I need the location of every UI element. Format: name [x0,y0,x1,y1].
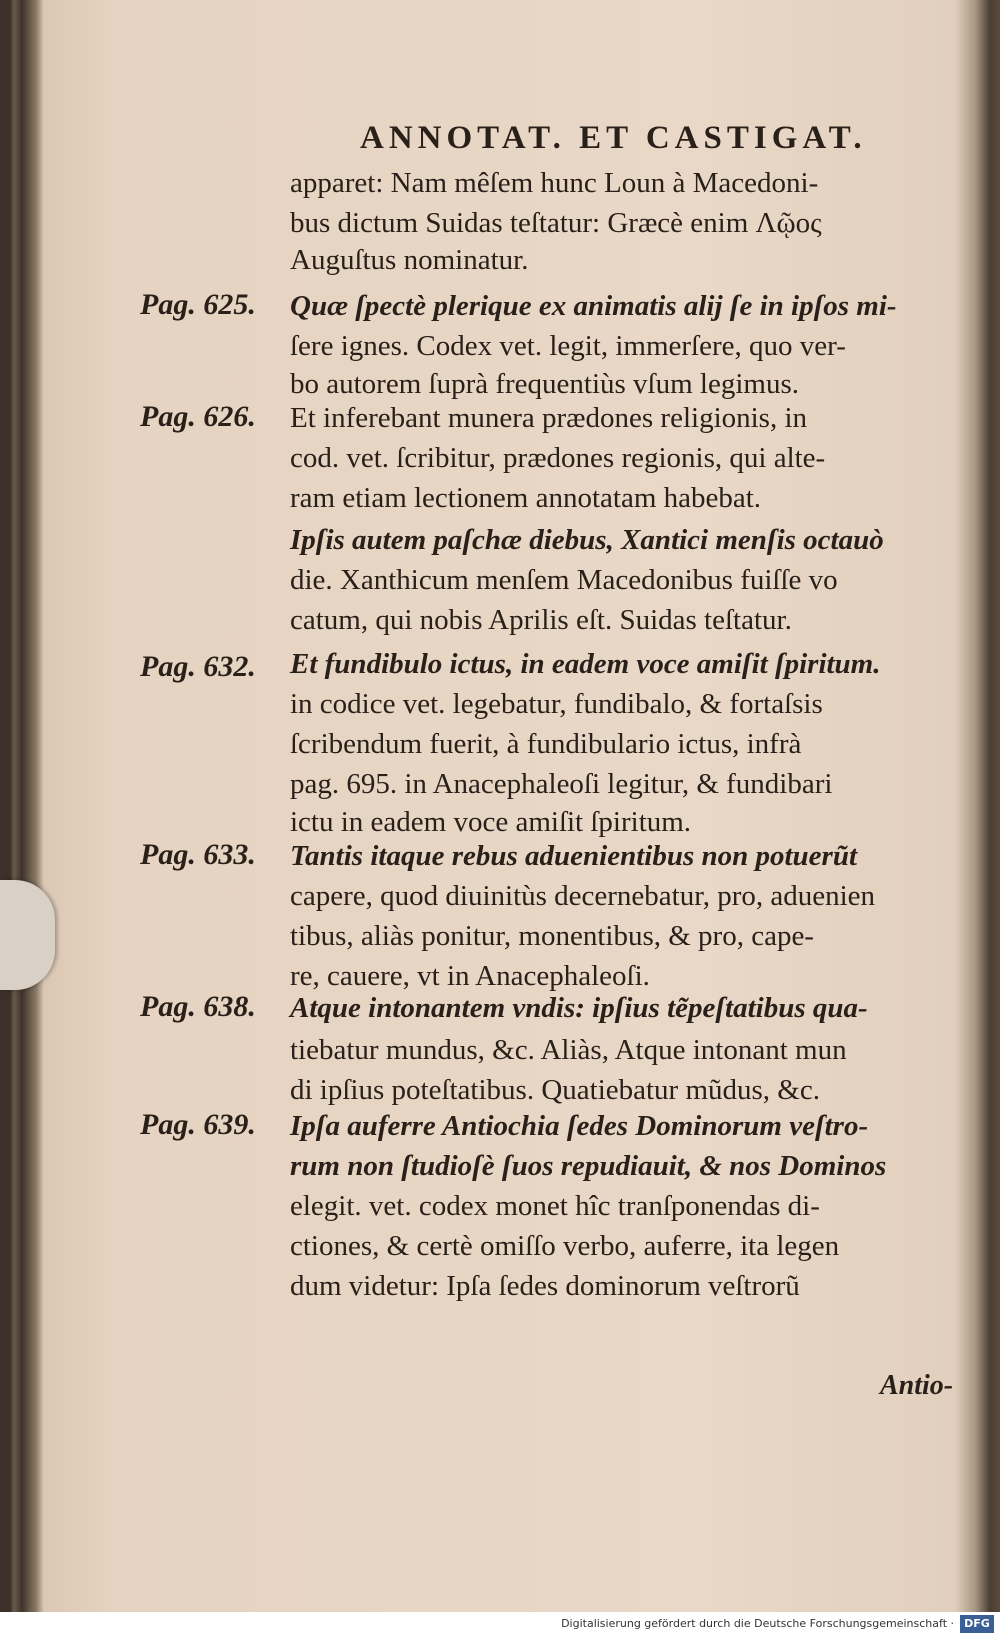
text-line: Auguſtus nominatur. [290,244,529,276]
text-line: apparet: Nam mêſem hunc Loun à Macedoni- [290,167,819,199]
text-line: di ipſius poteſtatibus. Quatiebatur mũdus, &c. [290,1074,820,1106]
margin-note: Pag. 626. [140,400,256,433]
text-line: ram etiam lectionem annotatam habebat. [290,482,762,514]
margin-note: Pag. 625. [140,288,256,321]
text-line: elegit. vet. codex monet hîc tranſponendas di- [290,1190,820,1222]
running-header: ANNOTAT. ET CASTIGAT. [360,120,867,156]
footer-bar [0,1612,1000,1638]
text-line: ſere ignes. Codex vet. legit, immerſere, quo ver- [290,330,846,362]
text-line: Atque intonantem vndis: ipſius tẽpeſtatibus qua- [290,992,868,1024]
text-line: Et fundibulo ictus, in eadem voce amiſit ſpiritum. [290,648,881,680]
footer-credit: Digitalisierung gefördert durch die Deutsche Forschungsgemeinschaft · [561,1617,954,1630]
text-line: Quæ ſpectè plerique ex animatis alij ſe in ipſos mi- [290,290,897,322]
text-line: bus dictum Suidas teſtatur: Græcè enim Λῷος [290,207,822,239]
text-line: ſcribendum fuerit, à fundibulario ictus, infrà [290,728,802,760]
margin-note: Pag. 632. [140,650,256,683]
margin-note: Pag. 638. [140,990,256,1023]
text-line: ctiones, & certè omiſſo verbo, auferre, ita legen [290,1230,840,1262]
text-line: Tantis itaque rebus aduenientibus non potuerũt [290,840,858,872]
text-line: catum, qui nobis Aprilis eſt. Suidas teſtatur. [290,604,792,636]
text-line: rum non ſtudioſè ſuos repudiauit, & nos Dominos [290,1150,887,1182]
dfg-logo: DFG [960,1615,994,1633]
text-line: re, cauere, vt in Anacephaleoſi. [290,960,650,992]
text-line: pag. 695. in Anacephaleoſi legitur, & fundibari [290,768,833,800]
margin-note: Pag. 633. [140,838,256,871]
catchword: Antio- [880,1370,954,1401]
text-line: bo autorem ſuprà frequentiùs vſum legimus. [290,368,800,400]
text-line: Ipſis autem paſchæ diebus, Xantici menſis octauò [290,524,884,556]
text-line: Et inferebant munera prædones religionis, in [290,402,808,434]
text-line: Ipſa auferre Antiochia ſedes Dominorum veſtro- [290,1110,869,1142]
paper-tab [0,880,55,990]
text-line: in codice vet. legebatur, fundibalo, & fortaſsis [290,688,823,720]
margin-note: Pag. 639. [140,1108,256,1141]
text-line: ictu in eadem voce amiſit ſpiritum. [290,806,692,838]
text-line: tiebatur mundus, &c. Aliàs, Atque intonant mun [290,1034,847,1066]
text-line: die. Xanthicum menſem Macedonibus fuiſſe vo [290,564,838,596]
text-line: cod. vet. ſcribitur, prædones regionis, qui alte- [290,442,826,474]
text-line: dum videtur: Ipſa ſedes dominorum veſtrorũ [290,1270,800,1302]
text-line: tibus, aliàs ponitur, monentibus, & pro, cape- [290,920,814,952]
book-page [40,30,975,1605]
text-line: capere, quod diuinitùs decernebatur, pro, aduenien [290,880,876,912]
